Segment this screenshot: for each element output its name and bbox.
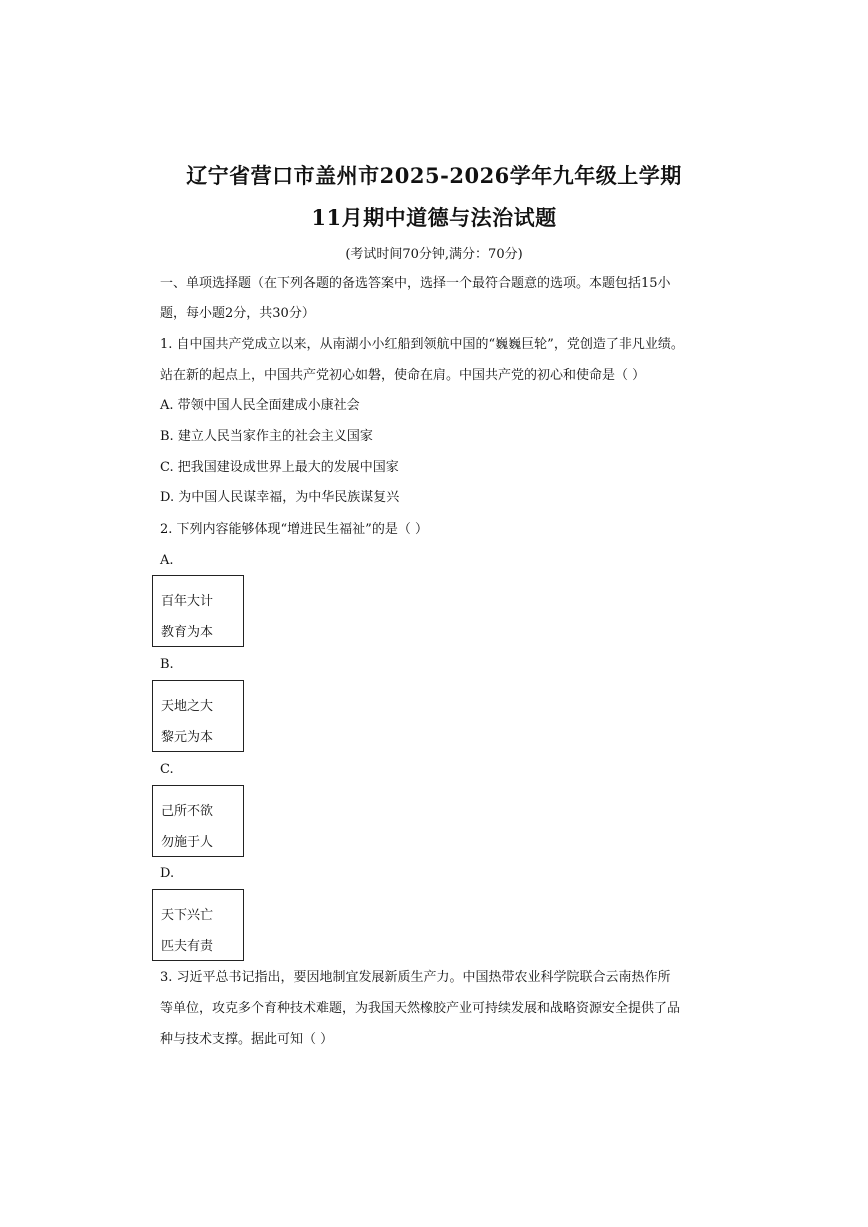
question-2-stem: 2. 下列内容能够体现“增进民生福祉”的是（ ） — [160, 522, 428, 537]
section-heading-line2: 题，每小题2分，共30分） — [160, 306, 315, 321]
question-1-stem-line1: 1. 自中国共产党成立以来，从南湖小小红船到领航中国的“巍巍巨轮”，党创造了非凡业绩。 — [160, 337, 684, 352]
question-1-stem-line2: 站在新的起点上，中国共产党初心如磐，使命在肩。中国共产党的初心和使命是（ ） — [160, 368, 646, 383]
question-2-option-b-box — [152, 680, 244, 752]
question-1-option-a: A. 带领中国人民全面建成小康社会 — [160, 398, 360, 413]
question-2-option-c-label: C. — [160, 762, 174, 777]
option-b-box-line1: 天地之大 — [161, 699, 214, 714]
question-3-stem-line2: 等单位，攻克多个育种技术难题，为我国天然橡胶产业可持续发展和战略资源安全提供了品 — [160, 1001, 681, 1016]
exam-subtitle: (考试时间70分钟,满分：70分) — [345, 247, 523, 262]
option-d-box-line2: 匹夫有责 — [161, 939, 214, 954]
question-3-stem-line1: 3. 习近平总书记指出，要因地制宜发展新质生产力。中国热带农业科学院联合云南热作所 — [160, 970, 671, 985]
question-1-option-c: C. 把我国建设成世界上最大的发展中国家 — [160, 460, 399, 475]
question-2-option-d-box — [152, 889, 244, 961]
section-heading-line1: 一、单项选择题（在下列各题的备选答案中，选择一个最符合题意的选项。本题包括15小 — [160, 276, 671, 291]
option-a-box-line1: 百年大计 — [161, 594, 214, 609]
question-2-option-a-box — [152, 575, 244, 647]
question-2-option-c-box — [152, 785, 244, 857]
question-1-option-d: D. 为中国人民谋幸福，为中华民族谋复兴 — [160, 490, 400, 505]
exam-title-line1: 辽宁省营口市盖州市2025-2026学年九年级上学期 — [186, 163, 682, 188]
option-a-box-line2: 教育为本 — [161, 625, 214, 640]
question-3-stem-line3: 种与技术支撑。据此可知（ ） — [160, 1032, 334, 1047]
option-c-box-line1: 己所不欲 — [161, 804, 214, 819]
exam-title-line2: 11月期中道德与法治试题 — [311, 205, 557, 230]
question-2-option-d-label: D. — [160, 866, 175, 881]
question-2-option-a-label: A. — [160, 553, 174, 568]
question-2-option-b-label: B. — [160, 657, 174, 672]
option-c-box-line2: 勿施于人 — [161, 835, 214, 850]
option-b-box-line2: 黎元为本 — [161, 730, 214, 745]
option-d-box-line1: 天下兴亡 — [161, 908, 214, 923]
question-1-option-b: B. 建立人民当家作主的社会主义国家 — [160, 429, 373, 444]
